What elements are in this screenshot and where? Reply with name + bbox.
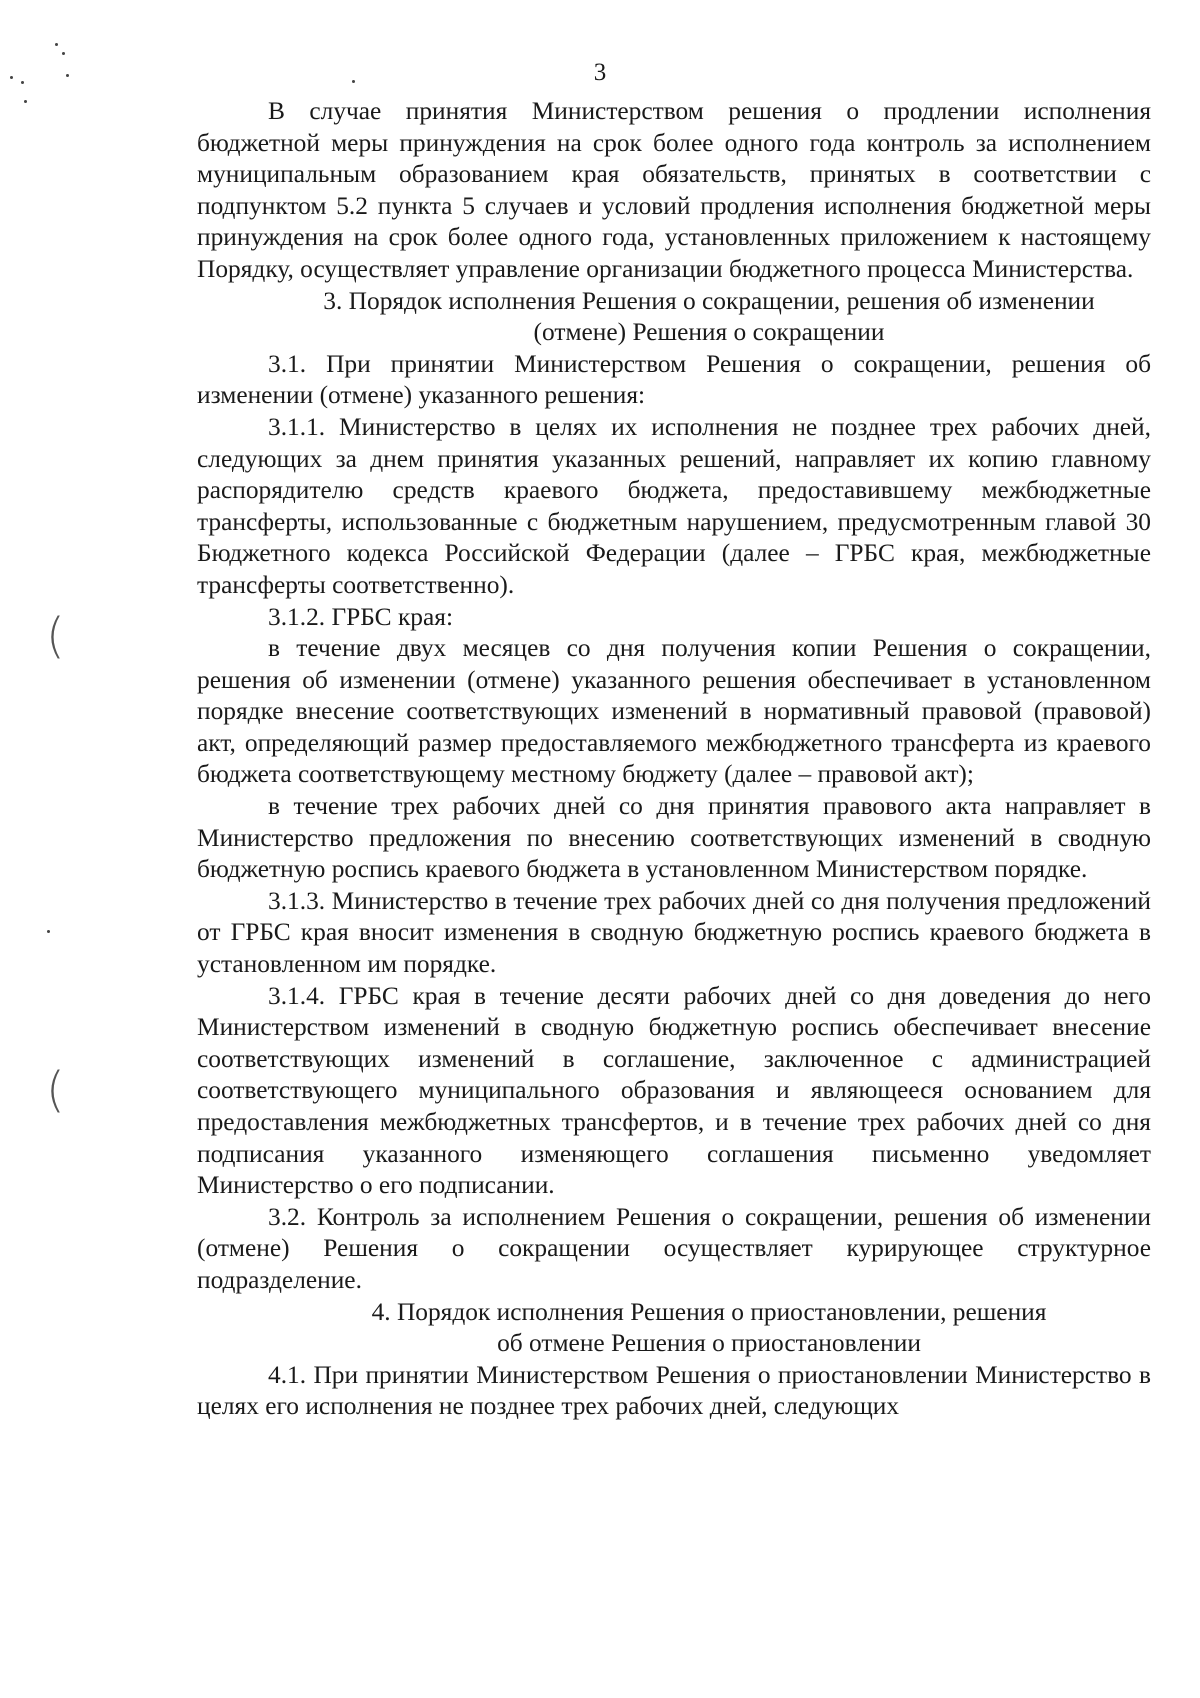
- paragraph-4-1: 4.1. При принятии Министерством Решения о приостановлении Министерство в целях его исполнения не позднее трех рабочих дней, следующих: [197, 1360, 1151, 1421]
- paragraph-3-1-2-three-days: в течение трех рабочих дней со дня принятия правового акта направляет в Министерство предложения по внесению соответствующих изменений в сводную бюджетную роспись краевого бюджета в установленном Министерством порядке.: [197, 792, 1151, 884]
- paragraph-3-1: 3.1. При принятии Министерством Решения о сокращении, решения об изменении (отмене) указанного решения:: [197, 349, 1151, 410]
- paragraph-3-2: 3.2. Контроль за исполнением Решения о сокращении, решения об изменении (отмене) Решения о сокращении осуществляет курирующее структурное подразделение.: [197, 1202, 1151, 1294]
- paragraph-extension-control: В случае принятия Министерством решения о продлении исполнения бюджетной меры принуждения на срок более одного года контроль за исполнением муниципальным образованием края обязательств, принятых в соответствии с подпунктом 5.2 пункта 5 случаев и условий продления исполнения бюджетной меры принуждения на срок более одного года, установленных приложением к настоящему Порядку, осуществляет управление организации бюджетного процесса Министерства.: [197, 97, 1151, 283]
- punch-hole-mark-lower: (: [46, 1062, 65, 1118]
- scan-speck: [10, 76, 13, 79]
- section-heading-4-line-1: 4. Порядок исполнения Решения о приостановлении, решения: [371, 1297, 1047, 1326]
- scan-speck: [62, 52, 65, 55]
- section-heading-4: [197, 1297, 1151, 1360]
- section-heading-4-line-2: об отмене Решения о приостановлении: [497, 1329, 921, 1358]
- page-number: 3: [593, 59, 607, 86]
- section-heading-3-line-2: (отмене) Решения о сокращении: [533, 318, 885, 347]
- paragraph-3-1-2: 3.1.2. ГРБС края:: [268, 602, 453, 631]
- scan-speck: [47, 930, 50, 933]
- section-heading-3: [197, 286, 1151, 349]
- scan-speck: [352, 80, 355, 83]
- scan-speck: [24, 100, 27, 103]
- scan-speck: [66, 74, 69, 77]
- paragraph-3-1-4: 3.1.4. ГРБС края в течение десяти рабочих дней со дня доведения до него Министерством изменений в сводную бюджетную роспись обеспечивает внесение соответствующих изменений в соглашение, заключенное с администрацией соответствующего муниципального образования и являющееся основанием для предоставления межбюджетных трансфертов, и в течение трех рабочих дней со дня подписания указанного изменяющего соглашения письменно уведомляет Министерство о его подписании.: [197, 981, 1151, 1200]
- scan-speck: [21, 81, 24, 84]
- paragraph-3-1-1: 3.1.1. Министерство в целях их исполнения не позднее трех рабочих дней, следующих за днем принятия указанных решений, направляет их копию главному распорядителю средств краевого бюджета, предоставившему межбюджетные трансферты, использованные с бюджетным нарушением, предусмотренным главой 30 Бюджетного кодекса Российской Федерации (далее – ГРБС края, межбюджетные трансферты соответственно).: [197, 412, 1151, 599]
- punch-hole-mark-upper: (: [46, 608, 65, 664]
- section-heading-3-line-1: 3. Порядок исполнения Решения о сокращении, решения об изменении: [323, 286, 1095, 315]
- paragraph-3-1-3: 3.1.3. Министерство в течение трех рабочих дней со дня получения предложений от ГРБС края вносит изменения в сводную бюджетную роспись краевого бюджета в установленном им порядке.: [197, 886, 1151, 979]
- document-body: [197, 96, 1151, 1423]
- paragraph-3-1-2-two-months: в течение двух месяцев со дня получения копии Решения о сокращении, решения об изменении (отмене) указанного решения обеспечивает в установленном порядке внесение соответствующих изменений в нормативный правовой (правовой) акт, определяющий размер предоставляемого межбюджетного трансферта из краевого бюджета соответствующему местному бюджету (далее – правовой акт);: [197, 634, 1151, 789]
- scan-speck: [55, 43, 58, 46]
